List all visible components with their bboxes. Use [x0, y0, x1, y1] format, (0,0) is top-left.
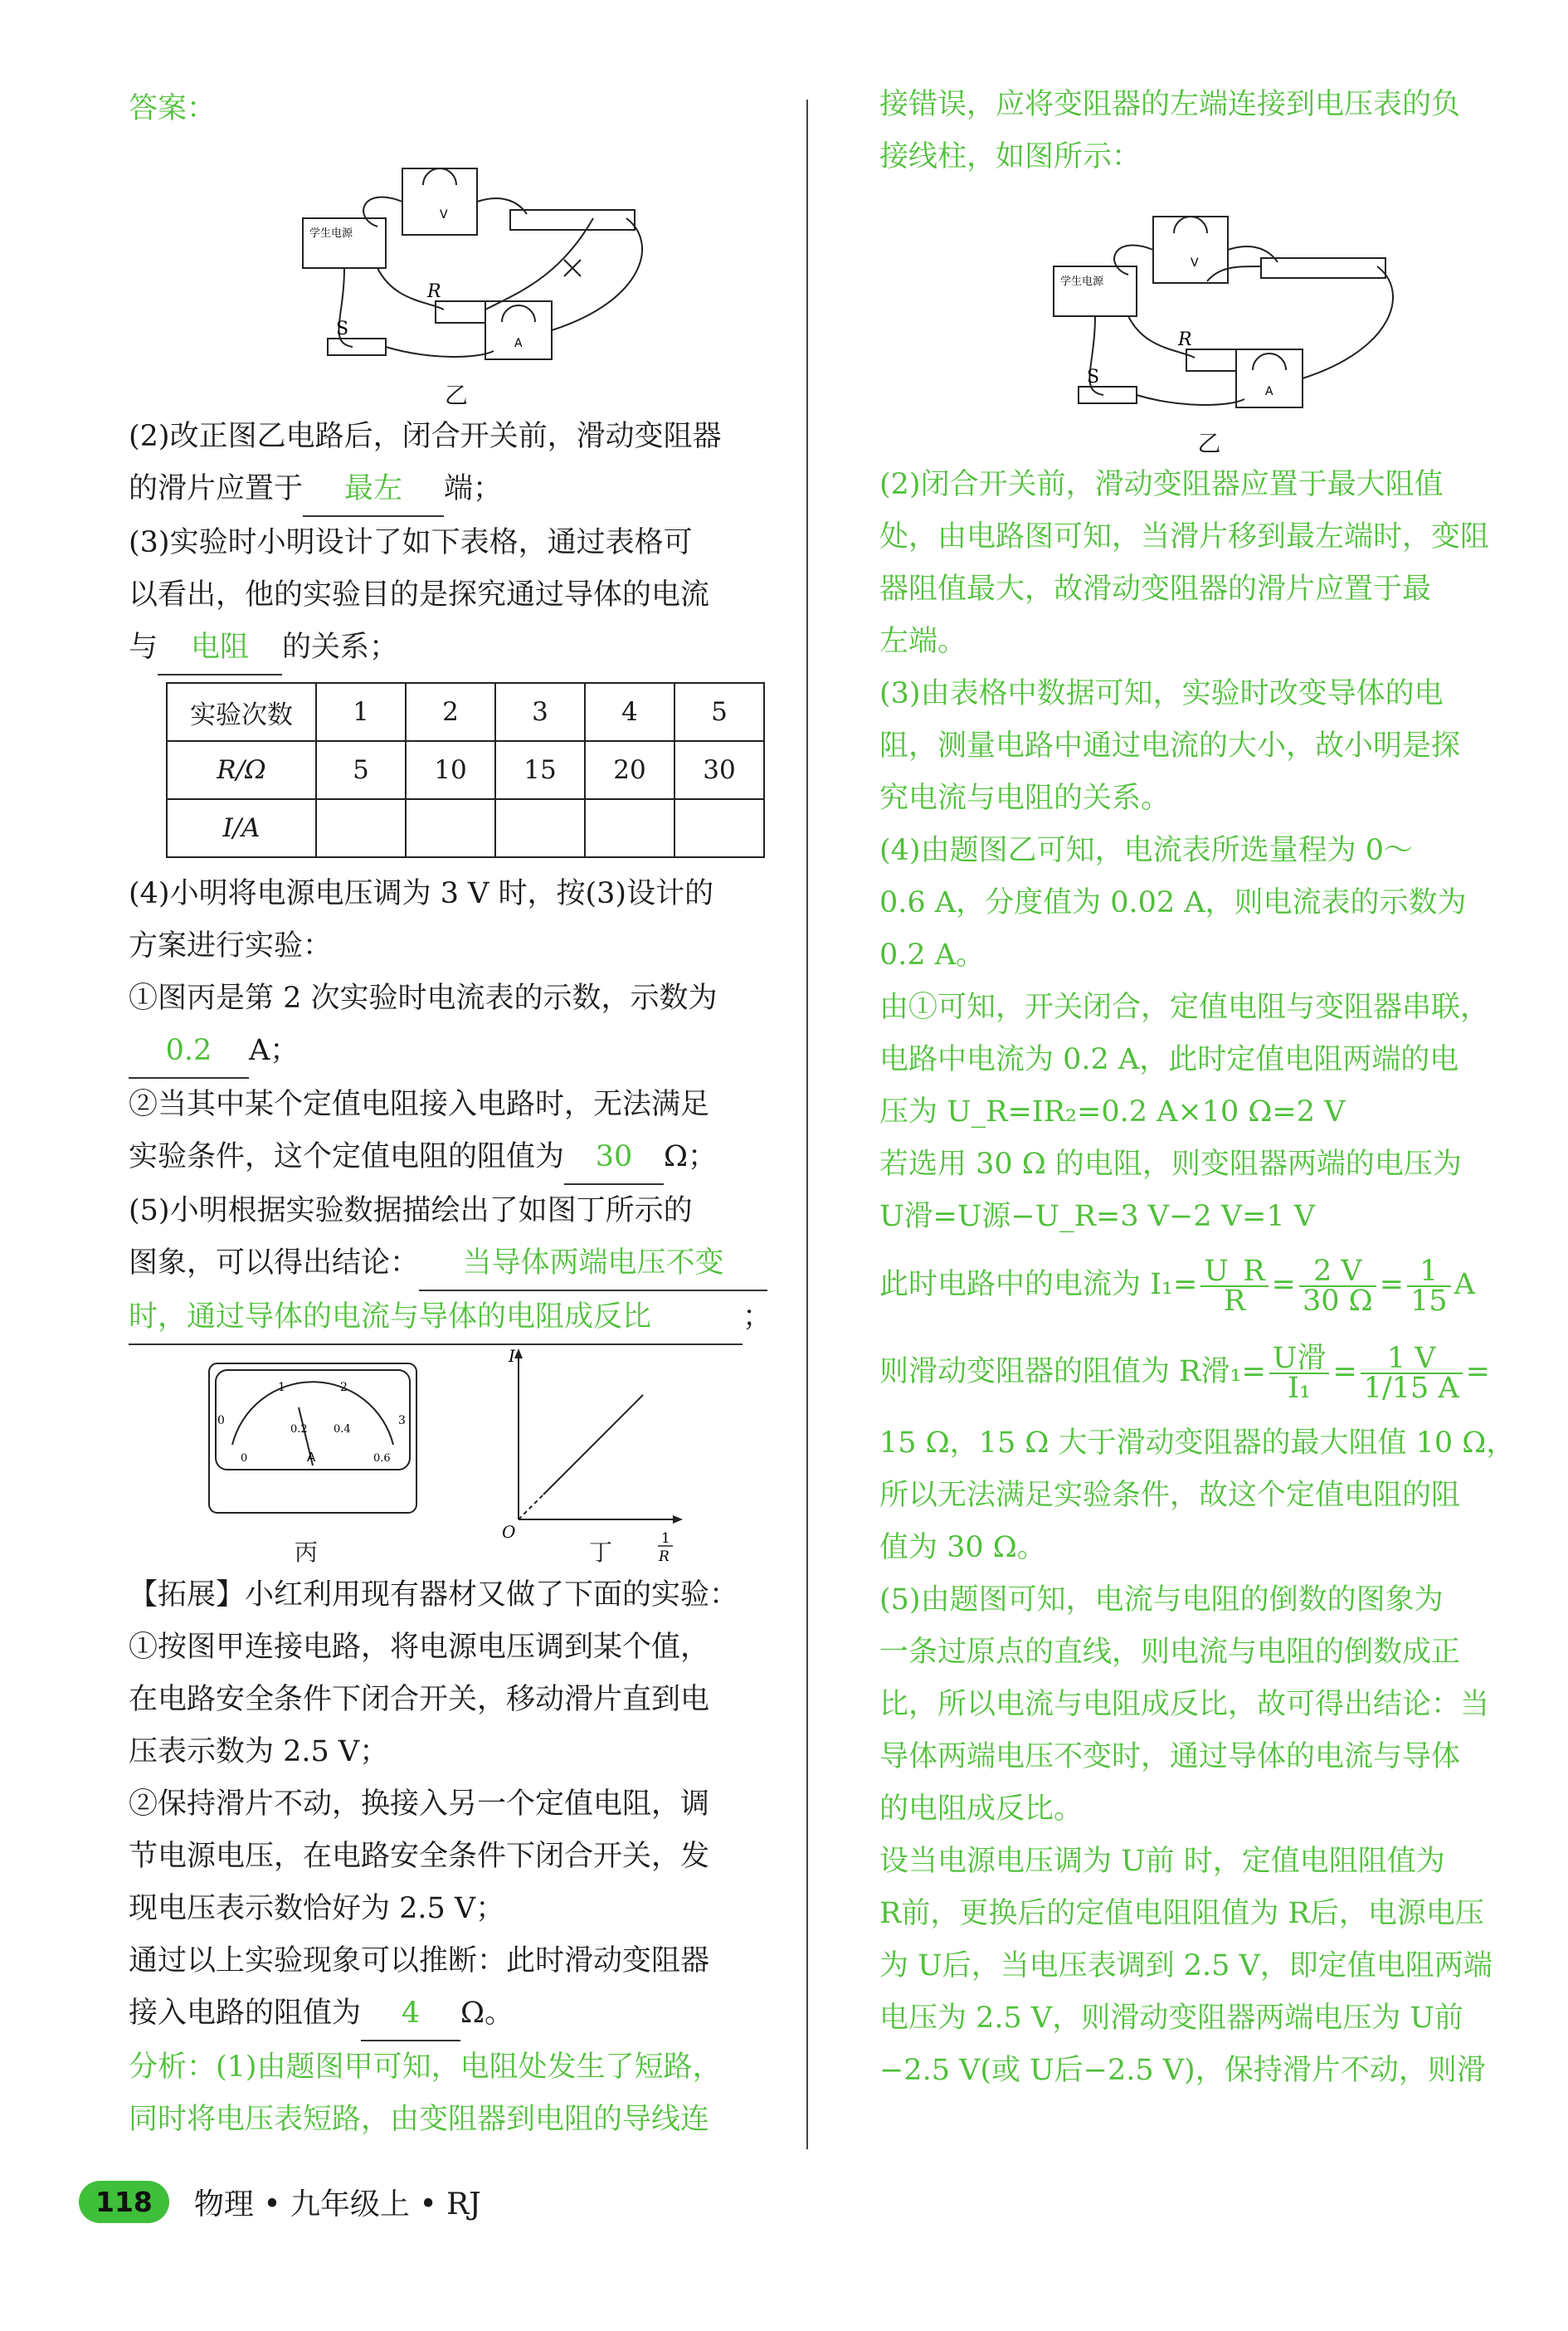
analysis-line: (3)由表格中数据可知，实验时改变导体的电	[879, 677, 1444, 710]
page-number: 118	[79, 2181, 169, 2223]
table-row: 实验次数 1 2 3 4 5	[167, 683, 764, 741]
fig-caption-right: 乙	[1197, 430, 1221, 457]
svg-text:0.6: 0.6	[373, 1452, 391, 1465]
question-4-line1: (4)小明将电源电压调为 3 V 时，按(3)设计的	[129, 877, 714, 910]
extension-line: 通过以上实验现象可以推断：此时滑动变阻器	[129, 1944, 710, 1977]
svg-text:0: 0	[241, 1452, 248, 1465]
svg-text:S: S	[1087, 367, 1100, 388]
question-3-line2: 以看出，他的实验目的是探究通过导体的电流	[129, 578, 710, 612]
extension-line: ①按图甲连接电路，将电源电压调到某个值，	[129, 1631, 710, 1664]
resistance-equation: 则滑动变阻器的阻值为 R滑₁= $\frac{\text{U滑}}{\text{I₁}}$ = $\frac{1 V}{1/15 A}$ =	[879, 1341, 1490, 1405]
svg-text:V: V	[440, 208, 448, 222]
analysis-line: 设当电源电压调为 U前 时，定值电阻阻值为	[879, 1845, 1445, 1878]
graph-figure-ding	[485, 1345, 701, 1565]
analysis-line: 0.2 A。	[879, 939, 986, 972]
analysis-line: 比，所以电流与电阻成反比，故可得出结论：当	[879, 1688, 1490, 1721]
analysis-line: R前，更换后的定值电阻阻值为 R后，电源电压	[879, 1897, 1484, 1930]
question-2-line1: (2)改正图乙电路后，闭合开关前，滑动变阻器	[129, 420, 722, 453]
table-row: R/Ω 5 10 15 20 30	[167, 741, 764, 799]
analysis-line: −2.5 V(或 U后−2.5 V)，保持滑片不动，则滑	[879, 2054, 1486, 2087]
analysis-line: 接线柱，如图所示：	[879, 140, 1142, 173]
svg-text:0.2: 0.2	[290, 1423, 308, 1436]
extension-answer-line: 接入电路的阻值为 4 Ω。	[129, 1987, 784, 2041]
analysis-line: 0.6 A，分度值为 0.02 A，则电流表的示数为	[879, 886, 1467, 919]
svg-text:A: A	[307, 1450, 316, 1465]
analysis-line: 阻，测量电路中通过电流的大小，故小明是探	[879, 729, 1461, 763]
question-4-line2: 方案进行实验：	[129, 929, 333, 963]
answer-q5-part2: 时，通过导体的电流与导体的电阻成反比	[129, 1291, 743, 1345]
extension-line: 在电路安全条件下闭合开关，移动滑片直到电	[129, 1683, 710, 1716]
current-equation: 此时电路中的电流为 I₁= $\frac{U\_R}{R}$ = $\frac{2 V}{30 \Omega}$ = $\frac{1}{15}$ A	[879, 1254, 1475, 1318]
ammeter-figure-bing	[207, 1362, 423, 1528]
question-4-2-line1: ②当其中某个定值电阻接入电路时，无法满足	[129, 1088, 710, 1121]
analysis-line: 值为 30 Ω。	[879, 1531, 1046, 1564]
svg-text:O: O	[502, 1522, 516, 1542]
svg-text:2: 2	[340, 1381, 348, 1394]
analysis-line: 为 U后，当电压表调到 2.5 V，即定值电阻两端	[879, 1949, 1493, 1982]
question-5-line3: 时，通过导体的电流与导体的电阻成反比 ；	[129, 1291, 784, 1345]
svg-text:1: 1	[278, 1381, 285, 1394]
question-5-line1: (5)小明根据实验数据描绘出了如图丁所示的	[129, 1194, 693, 1227]
svg-text:0: 0	[217, 1414, 225, 1427]
left-column	[129, 83, 784, 2146]
book-title: 物理 • 九年级上 • RJ	[193, 2187, 481, 2221]
answer-q5-part1: 当导体两端电压不变	[419, 1237, 767, 1291]
analysis-line: 分析：(1)由题图甲可知，电阻处发生了短路，	[129, 2051, 722, 2084]
analysis-line: (4)由题图乙可知，电流表所选量程为 0～	[879, 834, 1413, 867]
experiment-table	[166, 682, 765, 858]
analysis-line: 15 Ω，15 Ω 大于滑动变阻器的最大阻值 10 Ω，	[879, 1426, 1516, 1460]
answer-label: 答案：	[129, 92, 217, 125]
analysis-line: 处，由电路图可知，当滑片移到最左端时，变阻	[879, 520, 1490, 553]
answer-q2: 最左	[303, 463, 444, 517]
column-divider	[806, 100, 808, 2149]
extension-line: ②保持滑片不动，换接入另一个定值电阻，调	[129, 1787, 710, 1821]
extension-line: 现电压表示数恰好为 2.5 V；	[129, 1892, 505, 1925]
analysis-line: 导体两端电压不变时，通过导体的电流与导体	[879, 1740, 1461, 1773]
question-4-1: ①图丙是第 2 次实验时电流表的示数，示数为	[129, 982, 718, 1015]
analysis-line: 接错误，应将变阻器的左端连接到电压表的负	[879, 88, 1461, 121]
figures-bing-ding	[129, 1345, 784, 1569]
answer-q4-2: 30	[564, 1131, 664, 1185]
answer-q4-1: 0.2	[129, 1025, 249, 1079]
svg-text:R: R	[659, 1548, 670, 1565]
question-5-line2: 图象，可以得出结论： 当导体两端电压不变	[129, 1237, 784, 1291]
fig-ding-caption: 丁	[589, 1539, 613, 1566]
analysis-line: (5)由题图可知，电流与电阻的倒数的图象为	[879, 1583, 1444, 1617]
question-3-line1: (3)实验时小明设计了如下表格，通过表格可	[129, 526, 693, 559]
question-2-line2: 的滑片应置于 最左 端；	[129, 463, 784, 517]
circuit-diagram-yi	[129, 135, 784, 384]
table-row: I/A	[167, 799, 764, 857]
svg-text:A: A	[1265, 385, 1273, 398]
analysis-line: 一条过原点的直线，则电流与电阻的倒数成正	[879, 1636, 1461, 1669]
analysis-line: 压为 U_R=IR₂=0.2 A×10 Ω=2 V	[879, 1095, 1346, 1129]
analysis-line: 所以无法满足实验条件，故这个定值电阻的阻	[879, 1479, 1461, 1512]
extension-title: 【拓展】小红利用现有器材又做了下面的实验：	[129, 1578, 739, 1612]
fig-bing-caption: 丙	[295, 1539, 319, 1566]
analysis-line: (2)闭合开关前，滑动变阻器应置于最大阻值	[879, 468, 1444, 501]
analysis-line: U滑=U源−U_R=3 V−2 V=1 V	[879, 1200, 1315, 1233]
analysis-line: 究电流与电阻的关系。	[879, 782, 1171, 815]
analysis-line: 电压为 2.5 V，则滑动变阻器两端电压为 U前	[879, 2002, 1463, 2035]
svg-text:3: 3	[398, 1414, 406, 1427]
extension-line: 节电源电压，在电路安全条件下闭合开关，发	[129, 1840, 710, 1873]
analysis-line: 器阻值最大，故滑动变阻器的滑片应置于最	[879, 573, 1432, 606]
circuit-diagram-yi-corrected	[879, 183, 1539, 432]
extension-line: 压表示数为 2.5 V；	[129, 1735, 389, 1768]
svg-text:R: R	[1178, 329, 1192, 350]
analysis-line: 的电阻成反比。	[879, 1792, 1083, 1826]
svg-text:学生电源: 学生电源	[1060, 276, 1104, 288]
svg-text:S: S	[336, 319, 349, 339]
question-3-line3: 与 电阻 的关系；	[129, 622, 784, 675]
analysis-line: 电路中电流为 0.2 A，此时定值电阻两端的电	[879, 1043, 1459, 1076]
analysis-line: 若选用 30 Ω 的电阻，则变阻器两端的电压为	[879, 1148, 1462, 1181]
answer-extension: 4	[361, 1987, 460, 2041]
analysis-line: 左端。	[879, 625, 967, 658]
question-4-2-line2: 实验条件，这个定值电阻的阻值为 30 Ω；	[129, 1131, 784, 1185]
fig-yi-caption: 乙	[444, 382, 468, 409]
svg-text:A: A	[514, 337, 523, 350]
analysis-line: 由①可知，开关闭合，定值电阻与变阻器串联，	[879, 991, 1490, 1024]
svg-text:0.4: 0.4	[334, 1423, 351, 1436]
right-column	[879, 83, 1539, 2097]
question-4-1-answer-line: 0.2 A；	[129, 1025, 784, 1079]
svg-text:R: R	[427, 281, 441, 302]
svg-text:V: V	[1191, 256, 1199, 270]
answer-q3: 电阻	[158, 622, 282, 675]
svg-text:I: I	[509, 1346, 515, 1366]
analysis-line: 同时将电压表短路，由变阻器到电阻的导线连	[129, 2103, 710, 2136]
svg-text:学生电源: 学生电源	[309, 227, 353, 240]
page-footer	[79, 2181, 481, 2223]
svg-text:1: 1	[661, 1530, 670, 1547]
